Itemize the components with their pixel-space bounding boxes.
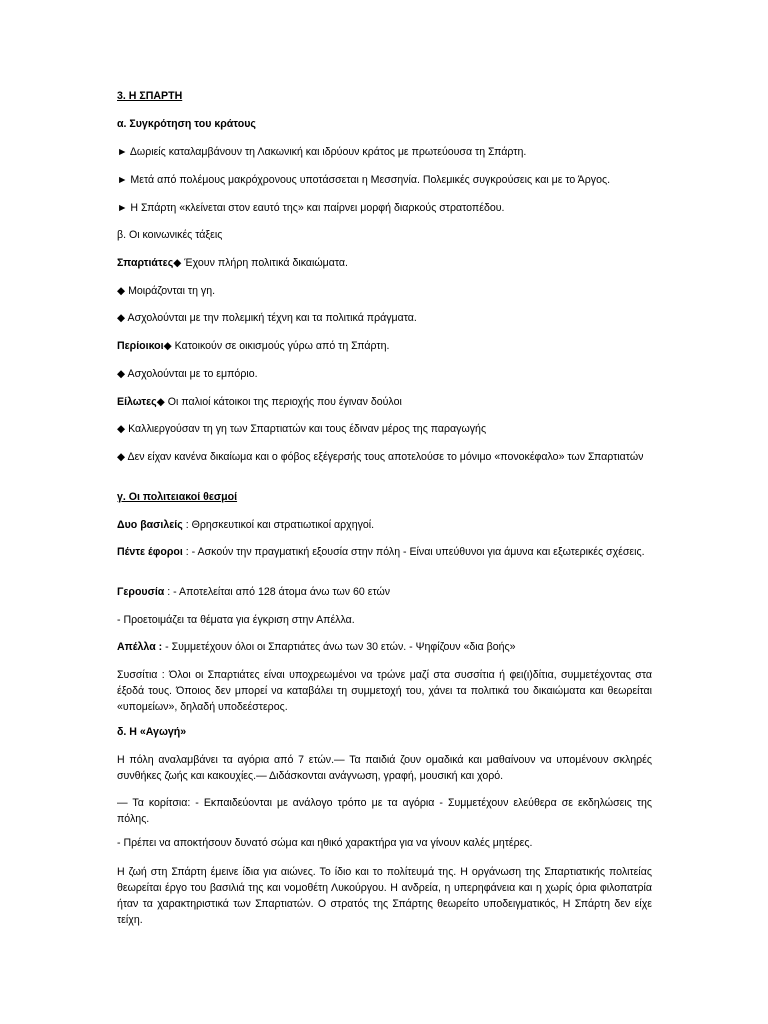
gerousia-item-2: - Προετοιμάζει τα θέματα για έγκριση στην Απέλλα. [117,614,355,626]
section-b-heading: β. Οι κοινωνικές τάξεις [117,229,223,241]
gerousia-line [117,584,390,600]
closing-paragraph: Η ζωή στη Σπάρτη έμεινε ίδια για αιώνες. Το ίδιο και το πολίτευμά της. Η οργάνωση της Σπαρτιατικής πολιτείας θεωρείται έργο του βασιλιά της και νομοθέτη Λυκούργου. Η ανδρεία, η υπερηφάνεια και η χωρίς όρια φιλοπατρία ήταν τα χαρακτηριστικά των Σπαρτιατών. Ο στρατός της Σπάρτης θεωρείτο υποδειγματικός, Η Σπάρτη δεν είχε τείχη. [117,866,652,926]
gerousia-label: Γερουσία [117,586,165,598]
kings-text: : Θρησκευτικοί και στρατιωτικοί αρχηγοί. [182,519,375,531]
eilotes-label: Είλωτες [117,396,157,408]
section-c-heading: γ. Οι πολιτειακοί θεσμοί [117,491,238,503]
agogi-paragraph-1: Η πόλη αναλαμβάνει τα αγόρια από 7 ετών.— Τα παιδιά ζουν ομαδικά και μαθαίνουν να υπομένουν σκληρές συνθήκες ζωής και κακουχίες.— Διδάσκονται ανάγνωση, γραφή, μουσική και χορό. [117,754,652,782]
page-title: 3. Η ΣΠΑΡΤΗ [117,90,183,102]
ephors-text: : - Ασκούν την πραγματική εξουσία στην πόλη - Είναι υπεύθυνοι για άμυνα και εξωτερικές σχέσεις. [182,546,645,558]
kings-label: Δυο βασιλείς [117,519,183,531]
gerousia-text: : - Αποτελείται από 128 άτομα άνω των 60 ετών [164,586,391,598]
bullet-a1: ► Δωριείς καταλαμβάνουν τη Λακωνική και ιδρύουν κράτος με πρωτεύουσα τη Σπάρτη. [117,146,527,158]
agogi-paragraph-2: — Τα κορίτσια: - Εκπαιδεύονται με ανάλογο τρόπο με τα αγόρια - Συμμετέχουν ελεύθερα σε εκδηλώσεις της πόλης. [117,797,652,825]
apella-line [117,639,516,655]
perioikoi-line [117,338,389,354]
apella-text: - Συμμετέχουν όλοι οι Σπαρτιάτες άνω των 30 ετών. - Ψηφίζουν «δια βοής» [162,641,516,653]
eilotes-line [117,394,402,410]
perioikoi-label: Περίοικοι [117,340,164,352]
syssitia-paragraph: Συσσίτια : Όλοι οι Σπαρτιάτες είναι υποχρεωμένοι να τρώνε μαζί στα συσσίτια ή φει(ι)δίτια, συμμετέχοντας στα έξοδά τους. Όποιος δεν μπορεί να καταβάλει τη συμμετοχή του, χάνει τα πολιτικά του δικαιώματα και θεωρείται «υπομείων», δηλαδή υποδεέστερος. [117,669,652,713]
spartiates-label: Σπαρτιάτες [117,257,174,269]
agogi-paragraph-3: - Πρέπει να αποκτήσουν δυνατό σώμα και ηθικό χαρακτήρα για να γίνουν καλές μητέρες. [117,837,533,849]
perioikoi-text: ◆ Κατοικούν σε οικισμούς γύρω από τη Σπάρτη. [163,340,390,352]
perioikoi-item-2: ◆ Ασχολούνται με το εμπόριο. [117,368,258,380]
bullet-a2: ► Μετά από πολέμους μακρόχρονους υποτάσσεται η Μεσσηνία. Πολεμικές συγκρούσεις και με το Άργος. [117,174,611,186]
bullet-a3: ► Η Σπάρτη «κλείνεται στον εαυτό της» και παίρνει μορφή διαρκούς στρατοπέδου. [117,202,505,214]
eilotes-item-3: ◆ Δεν είχαν κανένα δικαίωμα και ο φόβος εξέγερσής τους αποτελούσε το μόνιμο «πονοκέφαλο» των Σπαρτιατών [117,451,644,463]
spartiates-text: ◆ Έχουν πλήρη πολιτικά δικαιώματα. [173,257,348,269]
eilotes-text: ◆ Οι παλιοί κάτοικοι της περιοχής που έγιναν δούλοι [156,396,402,408]
section-a-heading: α. Συγκρότηση του κράτους [117,118,256,130]
section-d-heading: δ. Η «Αγωγή» [117,726,187,738]
spartiates-item-2: ◆ Μοιράζονται τη γη. [117,285,216,297]
spartiates-item-3: ◆ Ασχολούνται με την πολεμική τέχνη και τα πολιτικά πράγματα. [117,312,417,324]
eilotes-item-2: ◆ Καλλιεργούσαν τη γη των Σπαρτιατών και τους έδιναν μέρος της παραγωγής [117,423,487,435]
ephors-label: Πέντε έφοροι [117,546,183,558]
spartiates-line [117,255,348,271]
kings-line [117,517,374,533]
apella-label: Απέλλα : [117,641,163,653]
ephors-line [117,544,652,560]
